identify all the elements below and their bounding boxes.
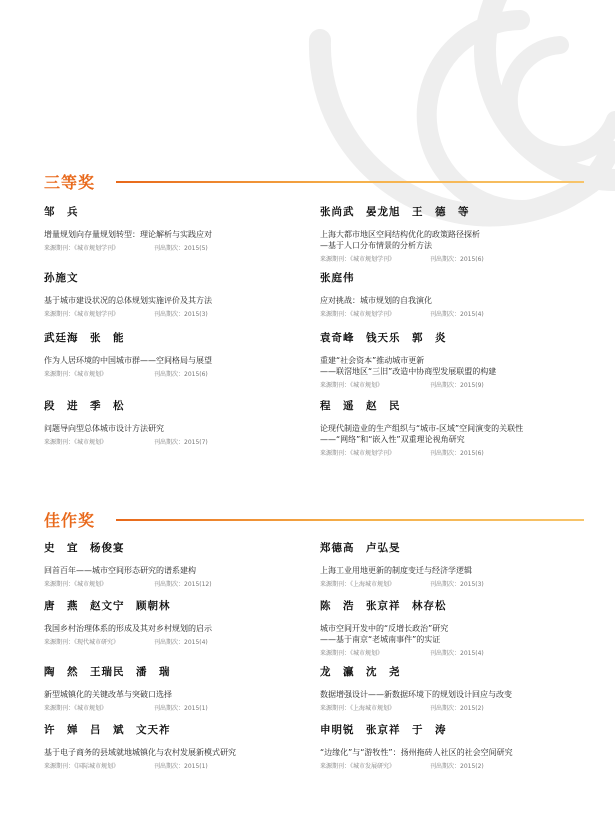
entry-issue: 刊出期次：2015(2)	[430, 763, 484, 770]
entry-authors: 武廷海 张 能	[44, 332, 125, 344]
entry-title: 重建“社会资本”推动城市更新	[320, 356, 425, 365]
award-entry	[320, 598, 590, 657]
entry-source: 来源期刊：《国际城市规划》	[44, 763, 120, 770]
entry-authors: 陈 浩 张京祥 林存松	[320, 600, 447, 612]
entry-meta	[320, 761, 590, 770]
entry-meta	[44, 761, 314, 770]
entry-issue: 刊出期次：2015(3)	[430, 581, 484, 588]
award-entry	[320, 270, 590, 318]
award-entry	[44, 540, 314, 588]
entry-meta	[44, 703, 314, 712]
entry-issue: 刊出期次：2015(1)	[154, 705, 208, 712]
award-entry	[320, 722, 590, 770]
entry-authors: 段 进 季 松	[44, 400, 125, 412]
entry-title: 新型城镇化的关键改革与突破口选择	[44, 690, 172, 699]
entry-title: 数据增强设计——新数据环境下的规划设计回应与改变	[320, 690, 512, 699]
entry-authors: 袁奇峰 钱天乐 郭 炎	[320, 332, 447, 344]
entry-title: 问题导向型总体城市设计方法研究	[44, 424, 164, 433]
entry-meta	[44, 309, 314, 318]
entry-subtitle: —基于人口分布情景的分析方法	[320, 241, 432, 250]
award-entry	[320, 330, 590, 389]
entry-source: 来源期刊：《上海城市规划》	[320, 705, 396, 712]
entry-issue: 刊出期次：2015(6)	[154, 371, 208, 378]
entry-title: 上海工业用地更新的制度变迁与经济学逻辑	[320, 566, 472, 575]
entry-meta	[320, 579, 590, 588]
entry-authors: 史 宜 杨俊宴	[44, 542, 125, 554]
award-entry	[320, 664, 590, 712]
award-entry	[44, 204, 314, 252]
entry-meta	[44, 437, 314, 446]
section-divider	[116, 181, 584, 183]
entry-source: 来源期刊：《城市规划学刊》	[320, 311, 396, 318]
award-entry	[44, 664, 314, 712]
award-entry	[320, 540, 590, 588]
entry-title: 基于城市建设状况的总体规划实施评价及其方法	[44, 296, 212, 305]
entry-authors: 龙 瀛 沈 尧	[320, 666, 401, 678]
section-header-honorable-mention	[44, 508, 584, 532]
entry-title: 作为人居环境的中国城市群——空间格局与展望	[44, 356, 212, 365]
entry-authors: 张庭伟	[320, 272, 355, 284]
entry-source: 来源期刊：《城市发展研究》	[320, 763, 396, 770]
entry-source: 来源期刊：《上海城市规划》	[320, 581, 396, 588]
entry-issue: 刊出期次：2015(9)	[430, 382, 484, 389]
entry-title: 上海大都市地区空间结构优化的政策路径探析	[320, 230, 480, 239]
entry-meta	[320, 380, 590, 389]
entry-authors: 程 遥 赵 民	[320, 400, 401, 412]
entry-source: 来源期刊：《城市规划》	[320, 650, 384, 657]
entry-issue: 刊出期次：2015(6)	[430, 256, 484, 263]
section-title: 三等奖	[44, 173, 96, 192]
entry-source: 来源期刊：《城市规划学刊》	[320, 450, 396, 457]
entry-source: 来源期刊：《城市规划》	[44, 581, 108, 588]
entry-issue: 刊出期次：2015(4)	[430, 650, 484, 657]
entry-meta	[320, 448, 590, 457]
entry-meta	[44, 579, 314, 588]
entry-title: 增量规划向存量规划转型：理论解析与实践应对	[44, 230, 212, 239]
entry-meta	[44, 637, 314, 646]
entry-issue: 刊出期次：2015(6)	[430, 450, 484, 457]
award-entry	[44, 398, 314, 446]
entry-source: 来源期刊：《城市规划》	[44, 371, 108, 378]
entry-authors: 张尚武 晏龙旭 王 德 等	[320, 206, 470, 218]
entry-meta	[320, 254, 590, 263]
entry-subtitle: ——“网络”和“嵌入性”双重理论视角研究	[320, 435, 465, 444]
award-entry	[44, 330, 314, 378]
entry-issue: 刊出期次：2015(4)	[154, 639, 208, 646]
entry-title: 城市空间开发中的“反增长政治”研究	[320, 624, 449, 633]
entry-issue: 刊出期次：2015(7)	[154, 439, 208, 446]
entry-issue: 刊出期次：2015(3)	[154, 311, 208, 318]
entry-issue: 刊出期次：2015(4)	[430, 311, 484, 318]
section-divider	[116, 519, 584, 521]
entry-issue: 刊出期次：2015(2)	[430, 705, 484, 712]
entry-source: 来源期刊：《城市规划学刊》	[320, 256, 396, 263]
award-entry	[320, 204, 590, 263]
entry-source: 来源期刊：《城市规划》	[320, 382, 384, 389]
entry-source: 来源期刊：《现代城市研究》	[44, 639, 120, 646]
award-entry	[44, 598, 314, 646]
entry-source: 来源期刊：《城市规划》	[44, 439, 108, 446]
entry-title: 回首百年——城市空间形态研究的谱系建构	[44, 566, 196, 575]
entry-subtitle: ——联滘地区“三旧”改造中协商型发展联盟的构建	[320, 367, 497, 376]
entry-subtitle: ——基于南京“老城南事件”的实证	[320, 635, 441, 644]
entry-title: 基于电子商务的县域就地城镇化与农村发展新模式研究	[44, 748, 236, 757]
entry-authors: 郑德高 卢弘旻	[320, 542, 401, 554]
entry-authors: 陶 然 王瑞民 潘 瑞	[44, 666, 171, 678]
entry-meta	[320, 648, 590, 657]
entry-source: 来源期刊：《城市规划学刊》	[44, 245, 120, 252]
entry-meta	[44, 369, 314, 378]
award-entry	[44, 270, 314, 318]
entry-title: 应对挑战：城市规划的自我演化	[320, 296, 432, 305]
entry-authors: 邹 兵	[44, 206, 79, 218]
entry-authors: 申明锐 张京祥 于 涛	[320, 724, 447, 736]
entry-authors: 许 婵 吕 斌 文天祚	[44, 724, 171, 736]
entry-issue: 刊出期次：2015(5)	[154, 245, 208, 252]
entry-authors: 孙施文	[44, 272, 79, 284]
entry-title: “边缘化”与“游牧性”：扬州拖砖人社区的社会空间研究	[320, 748, 513, 757]
entry-meta	[320, 309, 590, 318]
entry-authors: 唐 燕 赵文宁 顾朝林	[44, 600, 171, 612]
award-entry	[44, 722, 314, 770]
award-entry	[320, 398, 590, 457]
entry-source: 来源期刊：《城市规划学刊》	[44, 311, 120, 318]
entry-title: 我国乡村治理体系的形成及其对乡村规划的启示	[44, 624, 212, 633]
section-header-third-prize	[44, 170, 584, 194]
entry-title: 论现代制造业的生产组织与“城市-区域”空间演变的关联性	[320, 424, 524, 433]
entry-issue: 刊出期次：2015(12)	[154, 581, 212, 588]
entry-meta	[44, 243, 314, 252]
entry-issue: 刊出期次：2015(1)	[154, 763, 208, 770]
entry-source: 来源期刊：《城市规划》	[44, 705, 108, 712]
section-title: 佳作奖	[44, 511, 96, 530]
entry-meta	[320, 703, 590, 712]
